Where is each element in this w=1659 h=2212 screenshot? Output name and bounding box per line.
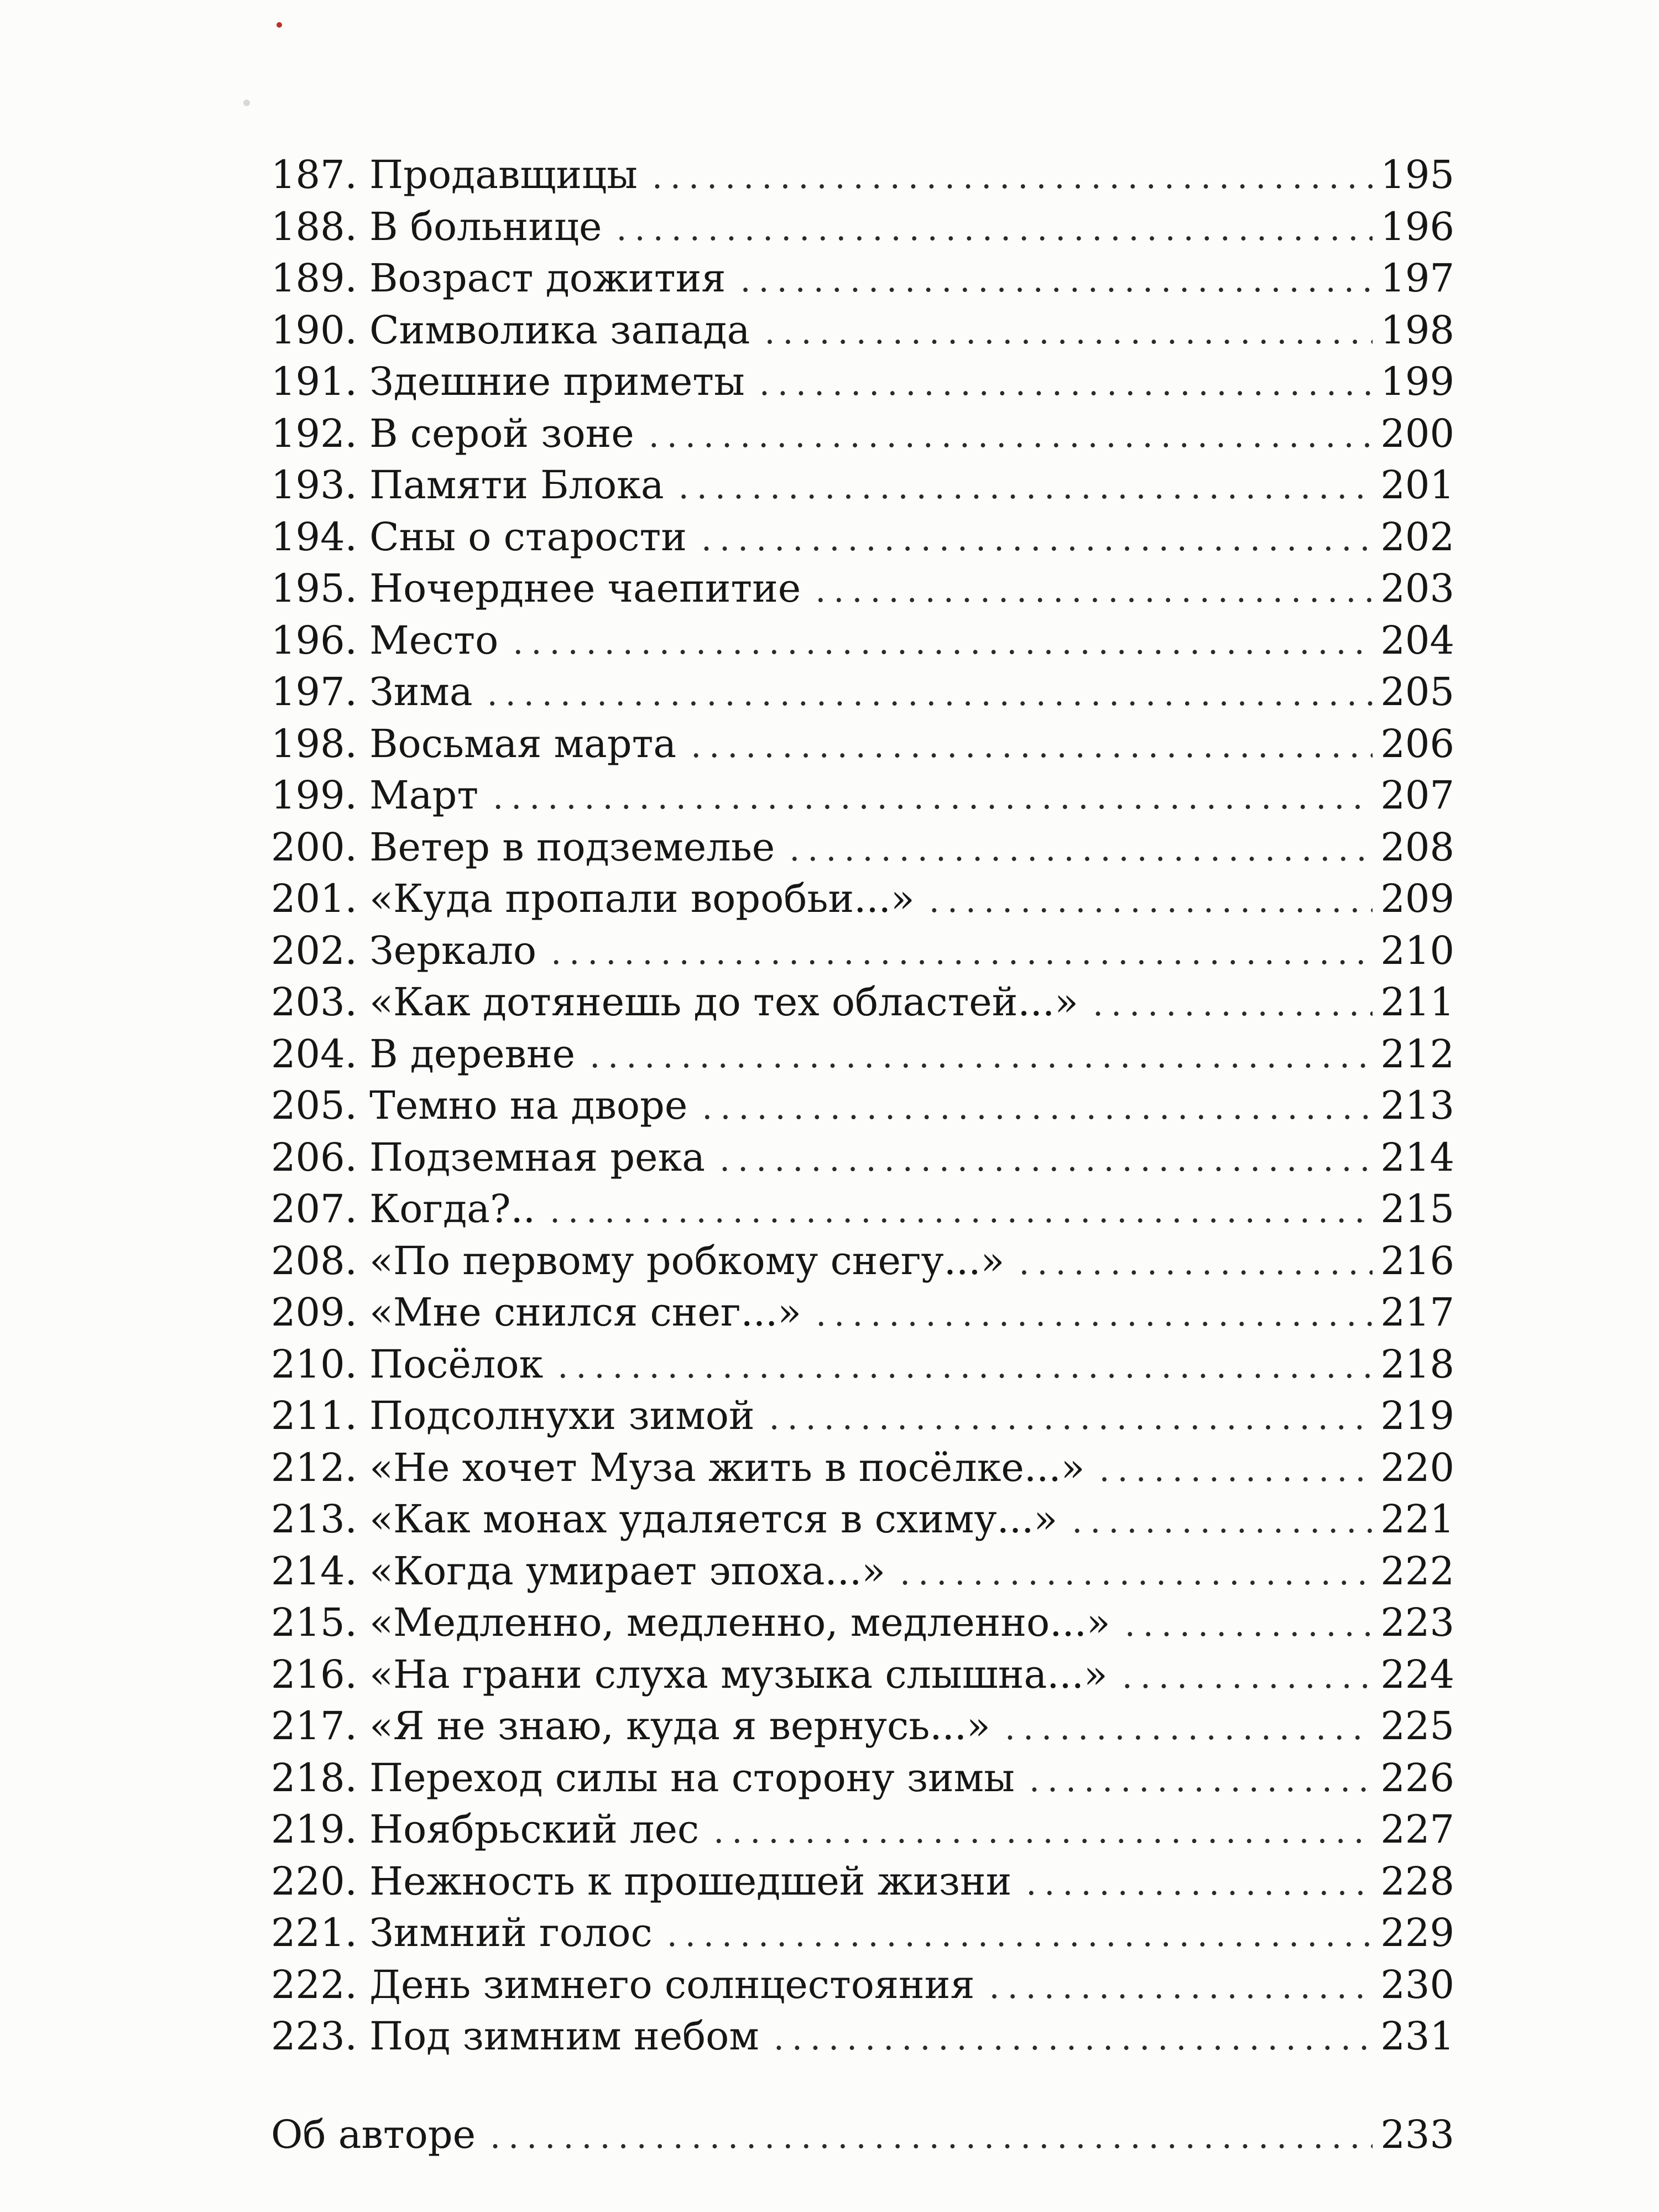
toc-entry-title: 208. «По первому робкому снегу...» (271, 1238, 1005, 1284)
toc-entry-title: 204. В деревне (271, 1031, 576, 1077)
toc-entry-title: 210. Посёлок (271, 1341, 544, 1387)
toc-leader-dots (550, 1186, 1373, 1238)
toc-entry-page: 226 (1380, 1755, 1454, 1801)
toc-leader-dots (691, 721, 1373, 773)
toc-entry (271, 563, 1454, 615)
toc-entry-title: 194. Сны о старости (271, 514, 687, 560)
toc-entry (271, 1494, 1454, 1546)
toc-entry-page: 222 (1380, 1548, 1454, 1594)
toc-entry-page: 197 (1380, 255, 1454, 301)
toc-leader-dots (789, 824, 1373, 876)
toc-leader-dots (1026, 1858, 1373, 1910)
toc-entry-page: 200 (1380, 410, 1454, 456)
toc-entry (271, 2011, 1454, 2063)
toc-entry (271, 1752, 1454, 1804)
toc-entry-title: 213. «Как монах удаляется в схиму...» (271, 1496, 1058, 1542)
toc-entry-page: 214 (1380, 1134, 1454, 1180)
toc-entry-title: 191. Здешние приметы (271, 359, 745, 404)
toc-entry-page: 198 (1380, 307, 1454, 353)
toc-entry-page: 230 (1380, 1961, 1454, 2007)
toc-entry-title: 222. День зимнего солнцестояния (271, 1961, 975, 2007)
toc-entry (271, 1804, 1454, 1856)
toc-leader-dots (1029, 1755, 1373, 1807)
toc-leader-dots (1072, 1496, 1373, 1548)
toc-entry-page: 210 (1380, 927, 1454, 973)
toc-leader-dots (989, 1961, 1373, 2013)
toc-entry-title: 211. Подсолнухи зимой (271, 1393, 755, 1438)
toc-entry (271, 1235, 1454, 1287)
toc-entry-title: 202. Зеркало (271, 927, 537, 973)
toc-entry-title: 215. «Медленно, медленно, медленно...» (271, 1600, 1110, 1645)
toc-leader-dots (719, 1134, 1373, 1186)
toc-entry (271, 1029, 1454, 1081)
toc-entry (271, 512, 1454, 564)
toc-entries (271, 149, 1454, 2063)
toc-entry-title: 206. Подземная река (271, 1134, 705, 1180)
toc-entry-page: 231 (1380, 2013, 1454, 2059)
toc-entry-page: 202 (1380, 514, 1454, 560)
toc-leader-dots (764, 307, 1373, 359)
toc-leader-dots (493, 772, 1373, 824)
toc-entry-page: 233 (1380, 2111, 1454, 2157)
toc-leader-dots (589, 1031, 1373, 1083)
toc-entry-page: 229 (1380, 1910, 1454, 1955)
toc-entry-page: 218 (1380, 1341, 1454, 1387)
toc-leader-dots (551, 927, 1373, 979)
toc-entry-title: 197. Зима (271, 669, 473, 714)
toc-entry-title: 218. Переход силы на сторону зимы (271, 1755, 1015, 1801)
toc-entry (271, 615, 1454, 667)
toc-entry-title: 214. «Когда умирает эпоха...» (271, 1548, 886, 1594)
toc-entry (271, 356, 1454, 408)
toc-entry (271, 666, 1454, 718)
toc-entry-page: 215 (1380, 1186, 1454, 1232)
toc-leader-dots (1099, 1444, 1373, 1496)
toc-entry-page: 199 (1380, 359, 1454, 404)
toc-entry-title: 221. Зимний голос (271, 1910, 653, 1955)
toc-leader-dots (1005, 1703, 1373, 1755)
toc-entry-page: 201 (1380, 462, 1454, 508)
toc-entry-page: 221 (1380, 1496, 1454, 1542)
toc-leader-dots (490, 2111, 1373, 2163)
toc-entry (271, 1442, 1454, 1494)
toc-entry-page: 228 (1380, 1858, 1454, 1904)
toc-entry (271, 1132, 1454, 1184)
toc-entry-title: 195. Ночерднее чаепитие (271, 566, 801, 611)
toc-entry-page: 220 (1380, 1444, 1454, 1490)
toc-leader-dots (929, 875, 1373, 927)
toc-leader-dots (487, 669, 1373, 721)
toc-leader-dots (701, 514, 1373, 566)
toc-entry (271, 201, 1454, 253)
toc-leader-dots (702, 1082, 1373, 1134)
toc-entry-title: 188. В больнице (271, 204, 602, 249)
toc-entry-title: 205. Темно на дворе (271, 1083, 688, 1128)
toc-entry-page: 205 (1380, 669, 1454, 714)
toc-entry (271, 1856, 1454, 1908)
toc-entry (271, 460, 1454, 512)
toc-leader-dots (816, 1289, 1373, 1341)
toc-entry-page: 207 (1380, 773, 1454, 818)
toc-entry-title: 220. Нежность к прошедшей жизни (271, 1858, 1012, 1904)
toc-entry (271, 1959, 1454, 2011)
toc-entry (271, 822, 1454, 874)
paper-smudge (243, 100, 250, 106)
toc-leader-dots (1093, 979, 1373, 1031)
toc-leader-dots (759, 358, 1373, 410)
toc-entry-title: 203. «Как дотянешь до тех областей...» (271, 979, 1078, 1025)
toc-entry-title: 200. Ветер в подземелье (271, 824, 775, 870)
toc-entry (271, 149, 1454, 201)
toc-entry-page: 225 (1380, 1703, 1454, 1749)
toc-entry-title: 189. Возраст дожития (271, 255, 726, 301)
toc-entry (271, 253, 1454, 305)
toc-entry-title: Об авторе (271, 2111, 476, 2157)
toc-leader-dots (1122, 1651, 1373, 1703)
toc-entry (271, 977, 1454, 1029)
toc-entry-title: 219. Ноябрьский лес (271, 1807, 700, 1852)
toc-entry (271, 1080, 1454, 1132)
toc-entry (271, 770, 1454, 822)
toc-entry-title: 192. В серой зоне (271, 410, 634, 456)
toc-entry (271, 1390, 1454, 1442)
toc-entry (271, 873, 1454, 925)
table-of-contents (271, 149, 1454, 2161)
toc-leader-dots (900, 1548, 1373, 1600)
toc-entry-page: 211 (1380, 979, 1454, 1025)
toc-entry (271, 718, 1454, 770)
toc-entry-title: 199. Март (271, 773, 479, 818)
toc-entry-title: 190. Символика запада (271, 307, 750, 353)
toc-entry-title: 187. Продавщицы (271, 152, 638, 197)
toc-leader-dots (740, 255, 1373, 307)
toc-leader-dots (769, 1392, 1373, 1444)
toc-entry-title: 196. Место (271, 617, 499, 663)
toc-entry-page: 217 (1380, 1290, 1454, 1335)
toc-leader-dots (557, 1341, 1373, 1393)
toc-entry-page: 204 (1380, 617, 1454, 663)
toc-leader-dots (774, 2013, 1373, 2065)
ink-mark (276, 22, 282, 28)
toc-entry-page: 212 (1380, 1031, 1454, 1077)
toc-entry (271, 408, 1454, 460)
toc-entry (271, 1546, 1454, 1598)
toc-entry-page: 224 (1380, 1651, 1454, 1697)
toc-entry-page: 227 (1380, 1807, 1454, 1852)
toc-leader-dots (1125, 1599, 1373, 1651)
toc-entry-title: 223. Под зимним небом (271, 2013, 759, 2059)
toc-entry (271, 305, 1454, 357)
toc-entry (271, 1339, 1454, 1391)
toc-entry (271, 1649, 1454, 1701)
toc-entry-page: 206 (1380, 721, 1454, 766)
toc-leader-dots (616, 204, 1373, 255)
toc-entry (271, 1597, 1454, 1649)
toc-entry-title: 207. Когда?.. (271, 1186, 535, 1232)
toc-entry-title: 209. «Мне снился снег...» (271, 1290, 802, 1335)
toc-entry-page: 195 (1380, 152, 1454, 197)
toc-entry-page: 219 (1380, 1393, 1454, 1438)
toc-leader-dots (667, 1910, 1373, 1961)
toc-leader-dots (1019, 1238, 1373, 1290)
toc-entry-title: 216. «На грани слуха музыка слышна...» (271, 1651, 1108, 1697)
toc-leader-dots (713, 1806, 1373, 1858)
toc-entry-page: 203 (1380, 566, 1454, 611)
toc-entry (271, 1907, 1454, 1959)
toc-entry-title: 198. Восьмая марта (271, 721, 677, 766)
toc-entry (271, 1183, 1454, 1235)
toc-entry (271, 1287, 1454, 1339)
toc-entry-page: 208 (1380, 824, 1454, 870)
toc-entry-page: 213 (1380, 1083, 1454, 1128)
toc-entry-page: 223 (1380, 1600, 1454, 1645)
toc-leader-dots (815, 565, 1373, 617)
toc-leader-dots (649, 410, 1373, 462)
toc-entry (271, 1700, 1454, 1752)
toc-entry-page: 216 (1380, 1238, 1454, 1284)
toc-leader-dots (513, 617, 1373, 669)
toc-entry-about-author (271, 2109, 1454, 2161)
toc-leader-dots (679, 462, 1373, 514)
toc-entry (271, 925, 1454, 977)
toc-entry-page: 209 (1380, 876, 1454, 921)
toc-entry-title: 193. Памяти Блока (271, 462, 664, 508)
toc-leader-dots (652, 152, 1373, 204)
toc-entry-title: 201. «Куда пропали воробьи...» (271, 876, 915, 921)
toc-entry-page: 196 (1380, 204, 1454, 249)
toc-entry-title: 212. «Не хочет Муза жить в посёлке...» (271, 1444, 1085, 1490)
toc-entry-title: 217. «Я не знаю, куда я вернусь...» (271, 1703, 990, 1749)
